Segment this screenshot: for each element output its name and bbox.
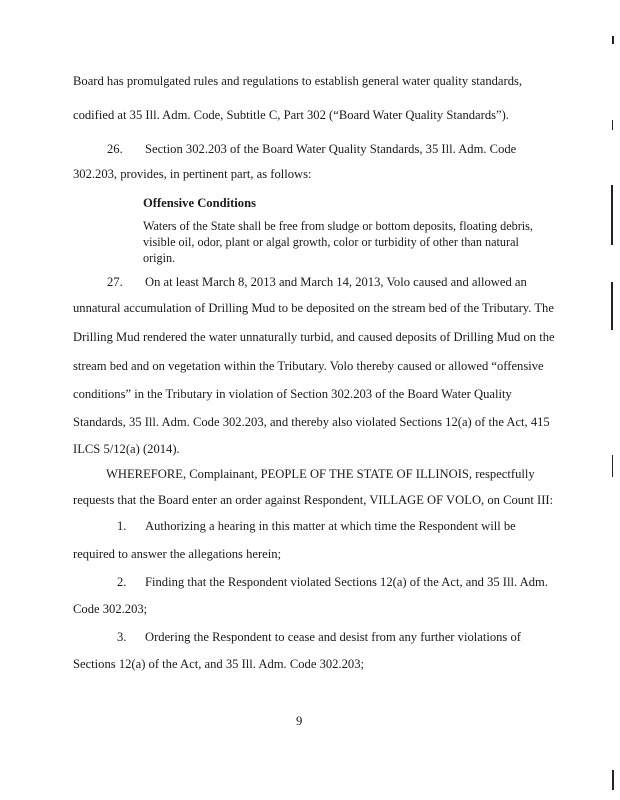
paragraph-number: 27. [107,275,123,289]
body-line: unnatural accumulation of Drilling Mud to be deposited on the stream bed of the Tributary. The [73,301,554,315]
body-line: Drilling Mud rendered the water unnaturally turbid, and caused deposits of Drilling Mud on the [73,330,555,344]
body-line: Board has promulgated rules and regulations to establish general water quality standards, [73,74,523,88]
scan-artifact [612,770,614,790]
quote-line: origin. [143,251,176,265]
scan-artifact [611,282,613,330]
body-line: conditions” in the Tributary in violation of Section 302.203 of the Board Water Quality [73,387,512,401]
scan-artifact [612,120,613,130]
body-line: required to answer the allegations herein; [73,547,282,561]
body-line: requests that the Board enter an order against Respondent, VILLAGE OF VOLO, on Count III: [73,493,554,507]
scan-artifact [612,455,613,477]
body-line: Standards, 35 Ill. Adm. Code 302.203, and thereby also violated Sections 12(a) of the Act, 415 [73,415,550,429]
quote-heading: Offensive Conditions [143,196,257,210]
body-line: On at least March 8, 2013 and March 14, 2013, Volo caused and allowed an [145,275,527,289]
body-line: Authorizing a hearing in this matter at which time the Respondent will be [145,519,516,533]
body-line: codified at 35 Ill. Adm. Code, Subtitle C, Part 302 (“Board Water Quality Standards”). [73,108,509,122]
page-number: 9 [296,714,303,728]
scan-artifact [612,36,614,44]
paragraph-number: 3. [117,630,127,644]
paragraph-number: 1. [117,519,127,533]
quote-line: visible oil, odor, plant or algal growth, color or turbidity of other than natural [143,235,519,249]
body-line: stream bed and on vegetation within the Tributary. Volo thereby caused or allowed “offensive [73,359,544,373]
paragraph-number: 2. [117,575,127,589]
body-line: 302.203, provides, in pertinent part, as follows: [73,167,312,181]
body-line: ILCS 5/12(a) (2014). [73,442,180,456]
body-line: Sections 12(a) of the Act, and 35 Ill. Adm. Code 302.203; [73,657,365,671]
quote-line: Waters of the State shall be free from sludge or bottom deposits, floating debris, [143,219,533,233]
body-line: Section 302.203 of the Board Water Quality Standards, 35 Ill. Adm. Code [145,142,517,156]
body-line: Finding that the Respondent violated Sections 12(a) of the Act, and 35 Ill. Adm. [145,575,548,589]
body-line: Code 302.203; [73,602,148,616]
paragraph-number: 26. [107,142,123,156]
body-line: Ordering the Respondent to cease and desist from any further violations of [145,630,521,644]
scan-artifact [611,185,613,245]
body-line: WHEREFORE, Complainant, PEOPLE OF THE STATE OF ILLINOIS, respectfully [106,467,535,481]
